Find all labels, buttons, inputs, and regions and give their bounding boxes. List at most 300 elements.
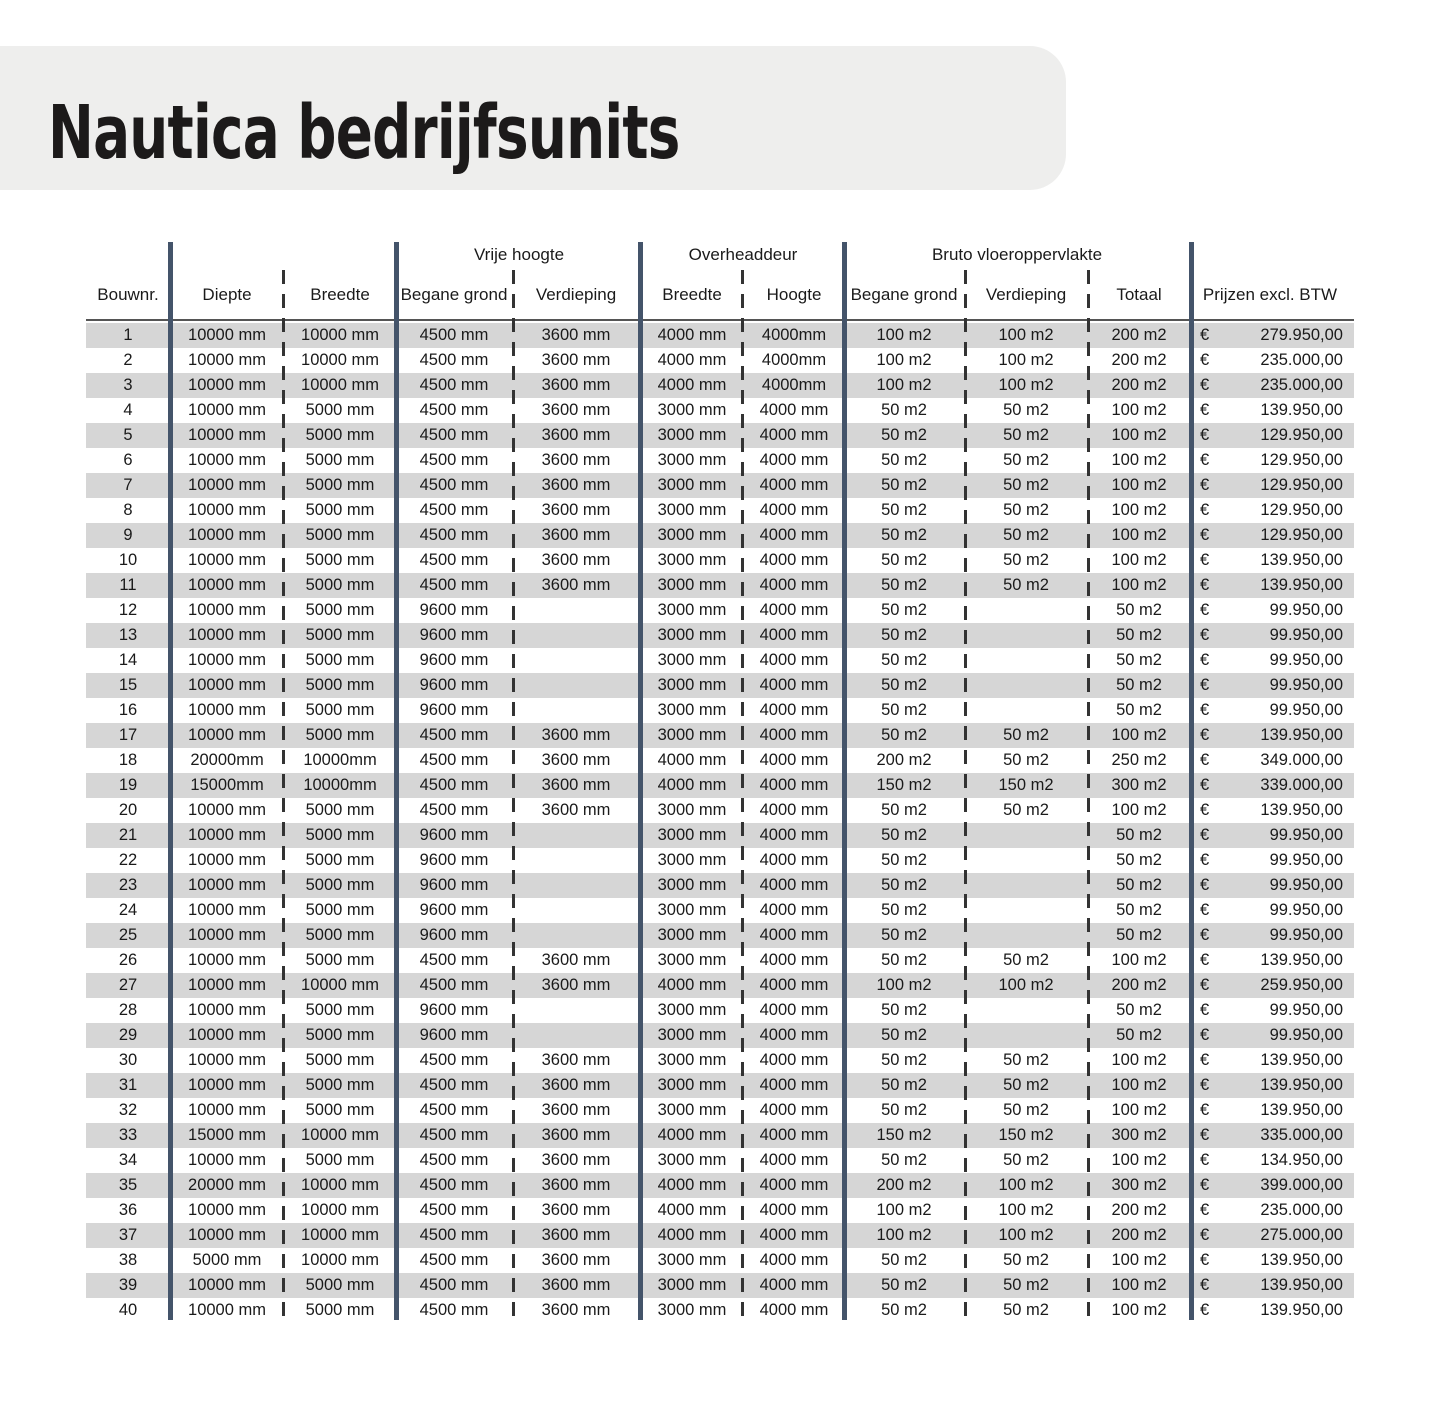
euro-symbol: €: [1200, 526, 1210, 544]
cell-bouwnr: 20: [118, 801, 138, 819]
cell-bouwnr: 25: [118, 926, 138, 944]
cell-diepte: 10000 mm: [188, 476, 266, 494]
cell-breedte: 10000 mm: [301, 376, 379, 394]
cell-vh-begane-grond: 4500 mm: [419, 576, 489, 594]
cell-bv-verdieping: 50 m2: [1003, 426, 1049, 444]
cell-bv-verdieping: 50 m2: [1003, 451, 1049, 469]
cell-diepte: 10000 mm: [188, 1301, 266, 1319]
cell-bv-totaal: 100 m2: [1111, 451, 1167, 469]
cell-bv-verdieping: 50 m2: [1003, 1076, 1049, 1094]
cell-bv-begane-grond: 50 m2: [881, 501, 927, 519]
cell-bv-verdieping: 50 m2: [1003, 551, 1049, 569]
cell-breedte: 5000 mm: [305, 526, 375, 544]
cell-diepte: 10000 mm: [188, 926, 266, 944]
cell-bv-begane-grond: 50 m2: [881, 1151, 927, 1169]
column-header-bouwnr: Bouwnr.: [97, 285, 159, 304]
cell-vh-verdieping: 3600 mm: [541, 1101, 611, 1119]
cell-prijs: 99.950,00: [1269, 1026, 1343, 1044]
cell-bouwnr: 19: [118, 776, 138, 794]
cell-od-breedte: 3000 mm: [657, 851, 727, 869]
cell-bv-totaal: 100 m2: [1111, 801, 1167, 819]
cell-prijs: 349.000,00: [1260, 751, 1343, 769]
table-row: [86, 1073, 1354, 1098]
table-row: [86, 748, 1354, 773]
cell-bouwnr: 39: [118, 1276, 138, 1294]
cell-bouwnr: 24: [118, 901, 138, 919]
cell-breedte: 5000 mm: [305, 1001, 375, 1019]
cell-od-breedte: 3000 mm: [657, 526, 727, 544]
cell-bv-begane-grond: 50 m2: [881, 1026, 927, 1044]
cell-breedte: 10000 mm: [301, 1251, 379, 1269]
cell-bouwnr: 18: [118, 751, 138, 769]
cell-bv-verdieping: 100 m2: [998, 376, 1054, 394]
cell-bv-totaal: 100 m2: [1111, 726, 1167, 744]
cell-diepte: 10000 mm: [188, 676, 266, 694]
cell-od-hoogte: 4000 mm: [759, 651, 829, 669]
cell-bv-totaal: 300 m2: [1111, 776, 1167, 794]
cell-prijs: 129.950,00: [1260, 426, 1343, 444]
cell-diepte: 10000 mm: [188, 976, 266, 994]
cell-bouwnr: 6: [123, 451, 133, 469]
cell-breedte: 5000 mm: [305, 1151, 375, 1169]
euro-symbol: €: [1200, 401, 1210, 419]
cell-bv-begane-grond: 50 m2: [881, 626, 927, 644]
euro-symbol: €: [1200, 426, 1210, 444]
table-row: [86, 648, 1354, 673]
cell-prijs: 99.950,00: [1269, 676, 1343, 694]
euro-symbol: €: [1200, 951, 1210, 969]
cell-bv-verdieping: 50 m2: [1003, 751, 1049, 769]
cell-bouwnr: 22: [118, 851, 138, 869]
table-row: [86, 573, 1354, 598]
separator-solid: [394, 242, 399, 1320]
euro-symbol: €: [1200, 1151, 1210, 1169]
table-row: [86, 1273, 1354, 1298]
cell-diepte: 10000 mm: [188, 401, 266, 419]
separator-solid: [168, 242, 173, 1320]
cell-prijs: 129.950,00: [1260, 451, 1343, 469]
cell-breedte: 5000 mm: [305, 626, 375, 644]
cell-prijs: 99.950,00: [1269, 826, 1343, 844]
cell-diepte: 10000 mm: [188, 826, 266, 844]
cell-breedte: 10000 mm: [301, 1201, 379, 1219]
cell-vh-begane-grond: 4500 mm: [419, 1101, 489, 1119]
cell-bv-begane-grond: 50 m2: [881, 426, 927, 444]
cell-bv-begane-grond: 50 m2: [881, 451, 927, 469]
cell-bv-verdieping: 50 m2: [1003, 951, 1049, 969]
cell-diepte: 10000 mm: [188, 801, 266, 819]
cell-diepte: 10000 mm: [188, 501, 266, 519]
cell-bv-begane-grond: 50 m2: [881, 726, 927, 744]
table-row: [86, 823, 1354, 848]
cell-od-breedte: 3000 mm: [657, 1051, 727, 1069]
cell-vh-begane-grond: 9600 mm: [419, 826, 489, 844]
cell-vh-verdieping: 3600 mm: [541, 376, 611, 394]
euro-symbol: €: [1200, 701, 1210, 719]
cell-od-breedte: 3000 mm: [657, 1276, 727, 1294]
cell-bv-totaal: 300 m2: [1111, 1126, 1167, 1144]
cell-prijs: 139.950,00: [1260, 576, 1343, 594]
table-row: [86, 323, 1354, 348]
cell-breedte: 10000 mm: [301, 1176, 379, 1194]
cell-vh-verdieping: 3600 mm: [541, 726, 611, 744]
cell-od-breedte: 3000 mm: [657, 626, 727, 644]
table-row: [86, 898, 1354, 923]
cell-diepte: 10000 mm: [188, 326, 266, 344]
cell-bv-totaal: 100 m2: [1111, 576, 1167, 594]
cell-prijs: 134.950,00: [1260, 1151, 1343, 1169]
cell-bv-begane-grond: 100 m2: [876, 1226, 932, 1244]
cell-od-breedte: 4000 mm: [657, 351, 727, 369]
cell-bv-begane-grond: 50 m2: [881, 926, 927, 944]
euro-symbol: €: [1200, 801, 1210, 819]
cell-vh-verdieping: 3600 mm: [541, 976, 611, 994]
cell-od-breedte: 4000 mm: [657, 376, 727, 394]
cell-bouwnr: 15: [118, 676, 138, 694]
group-header-overheaddeur: Overheaddeur: [688, 245, 798, 264]
cell-bv-verdieping: 50 m2: [1003, 1276, 1049, 1294]
cell-bv-begane-grond: 50 m2: [881, 876, 927, 894]
column-header-prijs: Prijzen excl. BTW: [1202, 285, 1338, 304]
cell-vh-begane-grond: 4500 mm: [419, 1201, 489, 1219]
cell-od-breedte: 4000 mm: [657, 751, 727, 769]
cell-bv-begane-grond: 50 m2: [881, 851, 927, 869]
cell-breedte: 5000 mm: [305, 726, 375, 744]
cell-bv-verdieping: 100 m2: [998, 1226, 1054, 1244]
table-row: [86, 798, 1354, 823]
cell-vh-begane-grond: 4500 mm: [419, 551, 489, 569]
cell-od-breedte: 3000 mm: [657, 876, 727, 894]
cell-od-breedte: 4000 mm: [657, 976, 727, 994]
cell-bv-begane-grond: 50 m2: [881, 951, 927, 969]
separator-dashed: [282, 270, 285, 1320]
cell-od-hoogte: 4000 mm: [759, 751, 829, 769]
cell-breedte: 5000 mm: [305, 651, 375, 669]
cell-od-breedte: 3000 mm: [657, 701, 727, 719]
cell-od-hoogte: 4000mm: [761, 376, 827, 394]
euro-symbol: €: [1200, 1076, 1210, 1094]
cell-od-hoogte: 4000 mm: [759, 501, 829, 519]
cell-bv-verdieping: 50 m2: [1003, 801, 1049, 819]
cell-bv-verdieping: 50 m2: [1003, 1051, 1049, 1069]
cell-vh-verdieping: 3600 mm: [541, 751, 611, 769]
cell-vh-begane-grond: 4500 mm: [419, 526, 489, 544]
cell-breedte: 5000 mm: [305, 476, 375, 494]
euro-symbol: €: [1200, 726, 1210, 744]
column-header-vh-begane-grond: Begane grond: [400, 285, 508, 304]
cell-od-breedte: 4000 mm: [657, 326, 727, 344]
cell-breedte: 5000 mm: [305, 926, 375, 944]
cell-od-hoogte: 4000 mm: [759, 801, 829, 819]
cell-bv-totaal: 100 m2: [1111, 401, 1167, 419]
cell-diepte: 10000 mm: [188, 1001, 266, 1019]
cell-od-hoogte: 4000 mm: [759, 1226, 829, 1244]
cell-bouwnr: 35: [118, 1176, 138, 1194]
cell-od-hoogte: 4000 mm: [759, 1001, 829, 1019]
cell-bv-totaal: 50 m2: [1116, 701, 1162, 719]
cell-diepte: 10000 mm: [188, 876, 266, 894]
cell-bouwnr: 9: [123, 526, 133, 544]
cell-vh-verdieping: 3600 mm: [541, 1226, 611, 1244]
table-row: [86, 373, 1354, 398]
euro-symbol: €: [1200, 826, 1210, 844]
table-row: [86, 923, 1354, 948]
cell-bv-verdieping: 50 m2: [1003, 1101, 1049, 1119]
cell-bouwnr: 14: [118, 651, 138, 669]
cell-vh-begane-grond: 9600 mm: [419, 1026, 489, 1044]
separator-solid: [638, 242, 643, 1320]
cell-prijs: 99.950,00: [1269, 926, 1343, 944]
cell-od-breedte: 3000 mm: [657, 551, 727, 569]
cell-bv-begane-grond: 50 m2: [881, 1001, 927, 1019]
cell-prijs: 99.950,00: [1269, 701, 1343, 719]
cell-prijs: 259.950,00: [1260, 976, 1343, 994]
column-header-bv-verdieping: Verdieping: [985, 285, 1067, 304]
euro-symbol: €: [1200, 1001, 1210, 1019]
cell-vh-verdieping: 3600 mm: [541, 326, 611, 344]
cell-breedte: 10000mm: [303, 751, 377, 769]
euro-symbol: €: [1200, 676, 1210, 694]
cell-breedte: 5000 mm: [305, 851, 375, 869]
cell-od-hoogte: 4000 mm: [759, 1051, 829, 1069]
cell-diepte: 20000 mm: [188, 1176, 266, 1194]
table-row: [86, 973, 1354, 998]
cell-diepte: 10000 mm: [188, 651, 266, 669]
separator-solid: [1189, 242, 1194, 1320]
cell-bv-totaal: 100 m2: [1111, 1101, 1167, 1119]
euro-symbol: €: [1200, 1226, 1210, 1244]
cell-bv-begane-grond: 50 m2: [881, 576, 927, 594]
euro-symbol: €: [1200, 1176, 1210, 1194]
cell-bouwnr: 4: [123, 401, 133, 419]
cell-diepte: 20000mm: [190, 751, 264, 769]
cell-od-breedte: 4000 mm: [657, 776, 727, 794]
cell-bv-totaal: 100 m2: [1111, 551, 1167, 569]
cell-vh-verdieping: 3600 mm: [541, 1276, 611, 1294]
cell-bv-verdieping: 50 m2: [1003, 1251, 1049, 1269]
cell-bv-begane-grond: 100 m2: [876, 326, 932, 344]
table-row: [86, 473, 1354, 498]
cell-diepte: 10000 mm: [188, 376, 266, 394]
table-row: [86, 873, 1354, 898]
cell-od-hoogte: 4000 mm: [759, 851, 829, 869]
cell-od-hoogte: 4000mm: [761, 326, 827, 344]
cell-prijs: 235.000,00: [1260, 351, 1343, 369]
cell-breedte: 10000mm: [303, 776, 377, 794]
cell-vh-verdieping: 3600 mm: [541, 451, 611, 469]
cell-bouwnr: 29: [118, 1026, 138, 1044]
cell-prijs: 129.950,00: [1260, 501, 1343, 519]
cell-prijs: 139.950,00: [1260, 1251, 1343, 1269]
cell-bv-totaal: 50 m2: [1116, 601, 1162, 619]
cell-bv-begane-grond: 50 m2: [881, 1101, 927, 1119]
cell-vh-verdieping: 3600 mm: [541, 1151, 611, 1169]
cell-bv-totaal: 50 m2: [1116, 651, 1162, 669]
cell-diepte: 10000 mm: [188, 601, 266, 619]
cell-bv-verdieping: 100 m2: [998, 1176, 1054, 1194]
cell-od-breedte: 3000 mm: [657, 1001, 727, 1019]
cell-vh-begane-grond: 9600 mm: [419, 701, 489, 719]
euro-symbol: €: [1200, 851, 1210, 869]
cell-od-breedte: 3000 mm: [657, 1251, 727, 1269]
column-header-bv-begane-grond: Begane grond: [850, 285, 958, 304]
cell-od-hoogte: 4000 mm: [759, 876, 829, 894]
cell-diepte: 10000 mm: [188, 1076, 266, 1094]
cell-diepte: 10000 mm: [188, 1151, 266, 1169]
cell-bv-totaal: 200 m2: [1111, 376, 1167, 394]
euro-symbol: €: [1200, 376, 1210, 394]
cell-od-hoogte: 4000 mm: [759, 1076, 829, 1094]
cell-bouwnr: 3: [123, 376, 133, 394]
cell-breedte: 5000 mm: [305, 826, 375, 844]
cell-vh-begane-grond: 4500 mm: [419, 1126, 489, 1144]
cell-vh-begane-grond: 4500 mm: [419, 1151, 489, 1169]
cell-od-hoogte: 4000 mm: [759, 901, 829, 919]
cell-diepte: 10000 mm: [188, 351, 266, 369]
cell-vh-begane-grond: 4500 mm: [419, 1176, 489, 1194]
cell-od-hoogte: 4000mm: [761, 351, 827, 369]
cell-bv-begane-grond: 50 m2: [881, 551, 927, 569]
cell-bv-begane-grond: 100 m2: [876, 1201, 932, 1219]
cell-bv-begane-grond: 150 m2: [876, 776, 932, 794]
cell-vh-verdieping: 3600 mm: [541, 1301, 611, 1319]
cell-bouwnr: 12: [118, 601, 138, 619]
cell-bv-begane-grond: 50 m2: [881, 651, 927, 669]
cell-vh-verdieping: 3600 mm: [541, 526, 611, 544]
cell-prijs: 99.950,00: [1269, 876, 1343, 894]
cell-vh-begane-grond: 4500 mm: [419, 1276, 489, 1294]
cell-vh-verdieping: 3600 mm: [541, 1051, 611, 1069]
cell-vh-begane-grond: 4500 mm: [419, 801, 489, 819]
cell-od-hoogte: 4000 mm: [759, 551, 829, 569]
table-row: [86, 598, 1354, 623]
cell-bv-totaal: 200 m2: [1111, 326, 1167, 344]
cell-diepte: 10000 mm: [188, 726, 266, 744]
cell-diepte: 10000 mm: [188, 701, 266, 719]
cell-bv-totaal: 200 m2: [1111, 351, 1167, 369]
cell-bv-verdieping: 50 m2: [1003, 1301, 1049, 1319]
cell-bv-totaal: 50 m2: [1116, 1026, 1162, 1044]
cell-od-hoogte: 4000 mm: [759, 701, 829, 719]
cell-vh-begane-grond: 4500 mm: [419, 501, 489, 519]
cell-diepte: 10000 mm: [188, 1101, 266, 1119]
cell-diepte: 10000 mm: [188, 451, 266, 469]
euro-symbol: €: [1200, 976, 1210, 994]
table-row: [86, 698, 1354, 723]
cell-breedte: 10000 mm: [301, 976, 379, 994]
table-row: [86, 1148, 1354, 1173]
table-body: [86, 323, 1354, 1323]
cell-breedte: 5000 mm: [305, 951, 375, 969]
cell-prijs: 139.950,00: [1260, 726, 1343, 744]
cell-diepte: 10000 mm: [188, 576, 266, 594]
table-row: [86, 1298, 1354, 1323]
cell-od-hoogte: 4000 mm: [759, 926, 829, 944]
cell-vh-begane-grond: 4500 mm: [419, 1251, 489, 1269]
cell-vh-begane-grond: 4500 mm: [419, 976, 489, 994]
table-row: [86, 1098, 1354, 1123]
cell-bv-totaal: 300 m2: [1111, 1176, 1167, 1194]
table-row: [86, 1023, 1354, 1048]
euro-symbol: €: [1200, 601, 1210, 619]
cell-od-hoogte: 4000 mm: [759, 1126, 829, 1144]
cell-vh-verdieping: 3600 mm: [541, 501, 611, 519]
cell-bv-totaal: 100 m2: [1111, 1076, 1167, 1094]
cell-vh-verdieping: 3600 mm: [541, 1251, 611, 1269]
cell-od-breedte: 3000 mm: [657, 1026, 727, 1044]
cell-bv-totaal: 200 m2: [1111, 976, 1167, 994]
cell-vh-begane-grond: 4500 mm: [419, 951, 489, 969]
cell-od-breedte: 3000 mm: [657, 1301, 727, 1319]
cell-bouwnr: 30: [118, 1051, 138, 1069]
cell-od-hoogte: 4000 mm: [759, 776, 829, 794]
page-title: Nautica bedrijfsunits: [48, 90, 680, 176]
cell-od-hoogte: 4000 mm: [759, 726, 829, 744]
cell-bouwnr: 16: [118, 701, 138, 719]
cell-breedte: 5000 mm: [305, 601, 375, 619]
table-row: [86, 1223, 1354, 1248]
cell-od-hoogte: 4000 mm: [759, 401, 829, 419]
cell-breedte: 10000 mm: [301, 1126, 379, 1144]
cell-bv-begane-grond: 100 m2: [876, 351, 932, 369]
cell-vh-verdieping: 3600 mm: [541, 426, 611, 444]
cell-od-hoogte: 4000 mm: [759, 1101, 829, 1119]
table-row: [86, 998, 1354, 1023]
euro-symbol: €: [1200, 876, 1210, 894]
table-row: [86, 1173, 1354, 1198]
cell-bv-verdieping: 100 m2: [998, 326, 1054, 344]
cell-vh-begane-grond: 4500 mm: [419, 1076, 489, 1094]
cell-bv-begane-grond: 50 m2: [881, 401, 927, 419]
cell-bouwnr: 7: [123, 476, 133, 494]
cell-bv-begane-grond: 50 m2: [881, 526, 927, 544]
table-row: [86, 423, 1354, 448]
cell-bouwnr: 40: [118, 1301, 138, 1319]
cell-bouwnr: 31: [118, 1076, 138, 1094]
euro-symbol: €: [1200, 1251, 1210, 1269]
cell-od-breedte: 3000 mm: [657, 401, 727, 419]
column-header-diepte: Diepte: [202, 285, 252, 304]
cell-prijs: 99.950,00: [1269, 1001, 1343, 1019]
cell-breedte: 10000 mm: [301, 351, 379, 369]
cell-prijs: 339.000,00: [1260, 776, 1343, 794]
cell-od-breedte: 4000 mm: [657, 1226, 727, 1244]
cell-bouwnr: 13: [118, 626, 138, 644]
table-row: [86, 773, 1354, 798]
euro-symbol: €: [1200, 351, 1210, 369]
cell-diepte: 10000 mm: [188, 901, 266, 919]
cell-vh-begane-grond: 4500 mm: [419, 1301, 489, 1319]
euro-symbol: €: [1200, 451, 1210, 469]
cell-prijs: 139.950,00: [1260, 551, 1343, 569]
cell-bv-verdieping: 50 m2: [1003, 501, 1049, 519]
cell-vh-begane-grond: 9600 mm: [419, 676, 489, 694]
table-row: [86, 623, 1354, 648]
cell-vh-verdieping: 3600 mm: [541, 1176, 611, 1194]
cell-bv-begane-grond: 50 m2: [881, 901, 927, 919]
cell-diepte: 10000 mm: [188, 1026, 266, 1044]
cell-bv-begane-grond: 50 m2: [881, 1276, 927, 1294]
cell-od-breedte: 4000 mm: [657, 1201, 727, 1219]
cell-bv-verdieping: 50 m2: [1003, 476, 1049, 494]
cell-od-hoogte: 4000 mm: [759, 951, 829, 969]
cell-od-breedte: 3000 mm: [657, 1151, 727, 1169]
cell-breedte: 10000 mm: [301, 326, 379, 344]
cell-prijs: 399.000,00: [1260, 1176, 1343, 1194]
cell-bv-totaal: 100 m2: [1111, 476, 1167, 494]
euro-symbol: €: [1200, 926, 1210, 944]
cell-prijs: 235.000,00: [1260, 1201, 1343, 1219]
